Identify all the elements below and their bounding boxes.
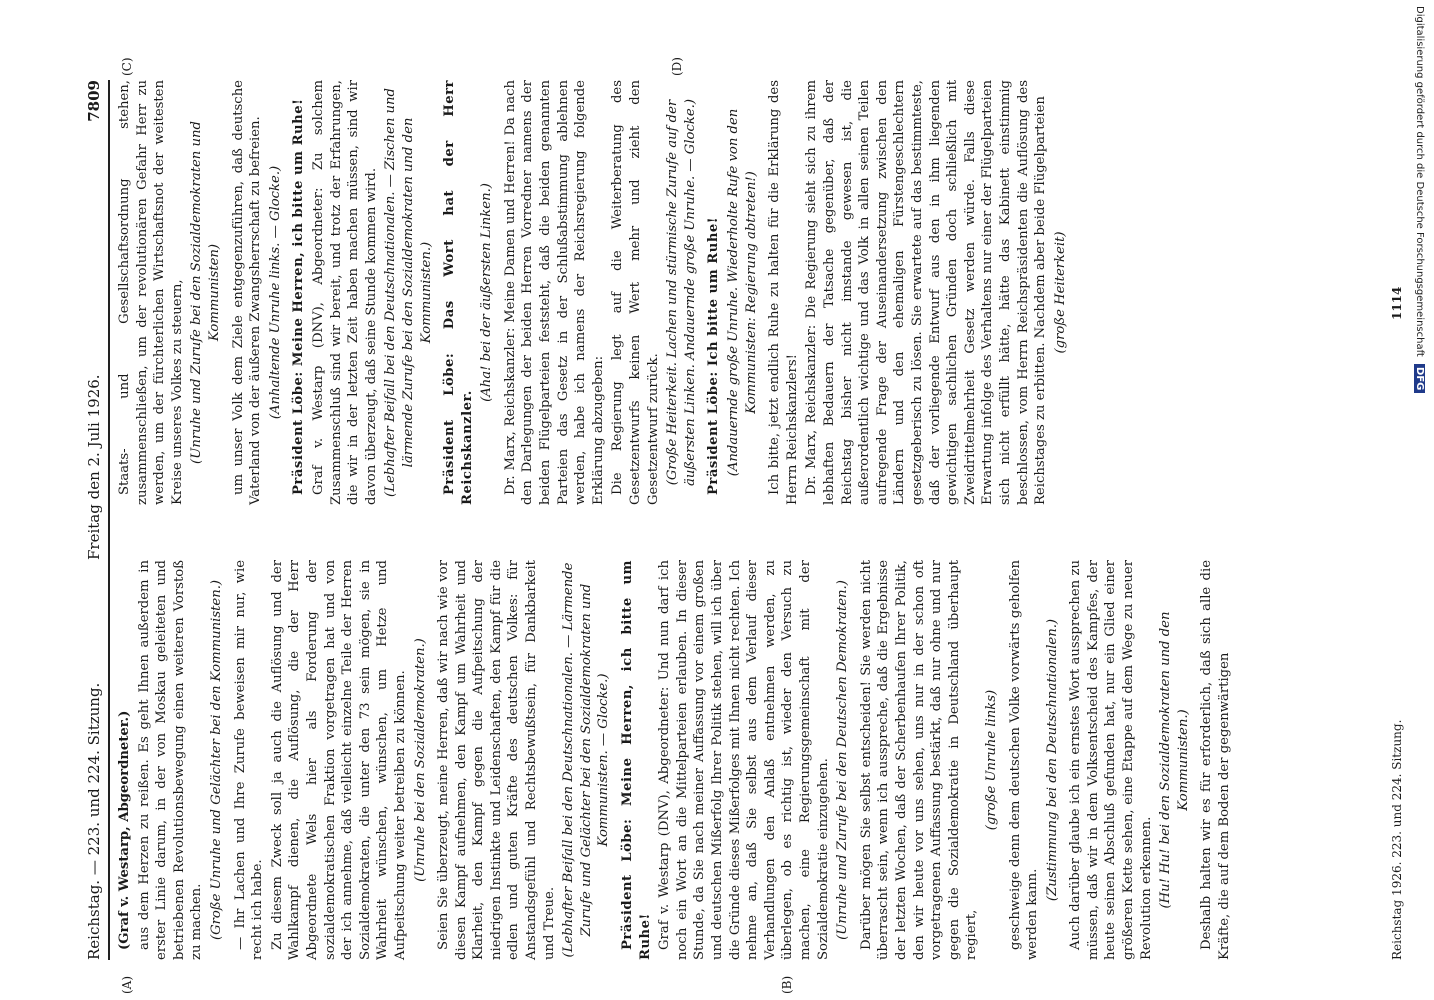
president-remark: Präsident Löbe: Meine Herren, ich bitte um Ruhe! [620,560,653,960]
speech-paragraph: Die Regierung legt auf die Weiterberatung des Gesetzentwurfs keinen Wert mehr und zieht den Gesetzentwurf zurück. [610,80,661,505]
header-rule [108,80,110,960]
speech-paragraph: Graf v. Westarp (DNV), Abgeordneter: Zu solchem Zusammenschluß sind wir bereit, und trotz der Erfahrungen, die wir in der letzten Zeit haben machen müssen, sind wir davon überzeugt, daß seine Stunde kommen wird. [310,80,379,505]
speech-paragraph: Auch darüber glaube ich ein ernstes Wort aussprechen zu müssen, daß wir in dem Volksentscheid des Kampfes, der heute seinen Abschluß gefunden hat, nur ein Glied einer größeren Kette sehen, eine Etappe auf dem Wege zu neuer Revolution erkennen. [1068,560,1154,960]
speech-paragraph: Zu diesem Zweck soll ja auch die Auflösung und der Wahlkampf dienen, die Auflösung, die der Herr Abgeordnete Wels hier als Forderung der sozialdemokratischen Fraktion vorgetragen hat und von der ich annehme, daß vielleicht einzelne Teile der Herren Sozialdemokraten, die unter den 73 sein mögen, sie in Wahrheit wünschen, wünschen, um Hetze und Aufpeitschung weiter betreiben zu können. [269,560,408,960]
president-remark: Präsident Löbe: Das Wort hat der Herr Reichskanzler. [442,80,475,505]
footer-left: Reichstag 1926. 223. und 224. Sitzung. [1390,719,1404,960]
president-remark: Präsident Löbe: Meine Herren, ich bitte um Ruhe! [291,98,307,495]
interjection: (Lebhafter Beifall bei den Deutschnationalen. — Zischen und lärmende Zurufe bei den Sozialdemokraten und den Kommunisten.) [383,88,434,497]
margin-mark-b: (B) [780,975,794,994]
interjection: (Zustimmung bei den Deutschnationalen.) [1044,618,1060,902]
interjection: (Unruhe und Zurufe bei den Deutschen Demokraten.) [835,580,851,940]
interjection: (große Heiterkeit) [1052,231,1068,354]
interjection: (Unruhe bei den Sozialdemokraten.) [412,638,428,882]
left-column [116,560,1236,960]
speech-paragraph: Ich bitte, jetzt endlich Ruhe zu halten für die Erklärung des Herrn Reichskanzlers! [767,80,800,505]
speaker-line: (Graf v. Westarp, Abgeordneter.) [117,710,132,950]
interjection: (Lebhafter Beifall bei den Deutschnationalen. — Lärmende Zurufe und Gelächter bei den Sozialdemokraten und Kommunisten. — Glocke.) [561,562,612,958]
rotated-page-content [80,57,1420,994]
interjection: (Hu! Hu! bei den Sozialdemokraten und den Kommunisten.) [1158,611,1191,909]
margin-mark-a: (A) [120,975,134,994]
margin-mark-d: (D) [670,57,684,76]
president-remark: Präsident Löbe: Ich bitte um Ruhe! [706,216,722,495]
speech-paragraph: Graf v. Westarp (DNV), Abgeordneter: Und nun darf ich noch ein Wort an die Mittelparteien erlauben. In dieser Stunde, da Sie nach meiner Auffassung vor einem großen und deutschen Mißerfolg Ihrer Politik stehen, will ich über die Gründe dieses Mißerfolges mit Ihnen nicht rechten. Ich nehme an, daß Sie selbst aus dem Verlauf dieser Verhandlungen den Anlaß entnehmen werden, zu überlegen, ob es richtig ist, wieder den Versuch zu machen, eine Regierungsgemeinschaft mit der Sozialdemokratie einzugehen. [657,560,831,960]
speech-paragraph: Dr. Marx, Reichskanzler: Die Regierung sieht sich zu ihrem lebhaften Bedauern der Tatsache gegenüber, daß der Reichstag bisher nicht imstande gewesen ist, die außerordentlich wichtige und das Volk in allen seinen Teilen aufregende Frage der Auseinandersetzung zwischen den Ländern und den ehemaligen Fürstengeschlechtern gesetzgeberisch zu lösen. Sie erwartete auf das bestimmteste, daß der vorliegende Entwurf aus den in ihm liegenden gewichtigen sachlichen Gründen doch schließlich mit Zweidrittelmehrheit Gesetz werden würde. Falls diese Erwartung infolge des Verhaltens nur einer der Flügelparteien sich nicht erfüllt hätte, hätte das Kabinett einstimmig beschlossen, vom Herrn Reichspräsidenten die Auflösung des Reichstages zu erbitten. Nachdem aber beide Flügelparteien [804,80,1049,505]
interjection: (Andauernde große Unruhe. Wiederholte Rufe von den Kommunisten: Regierung abtreten!) [726,108,759,477]
speech-paragraph: Dr. Marx, Reichskanzler: Meine Damen und Herren! Da nach den Darlegungen der beiden Herren Vorredner namens der beiden Flügelparteien feststeht, daß die beiden genannten Parteien das Gesetz in der Schlußabstimmung ablehnen werden, habe ich namens der Reichsregierung folgende Erklärung abzugeben: [502,80,606,505]
dfg-logo: DFG [1414,364,1425,393]
interjection: (Anhaltende Unruhe links. — Glocke.) [267,165,283,420]
header-date: Freitag den 2. Juli 1926. [85,374,103,560]
running-header [80,80,108,960]
interjection: (Große Heiterkeit. Lachen und stürmische Zurufe auf der äußersten Linken. Andauernde große Unruhe. — Glocke.) [665,99,698,486]
speech-paragraph: Darüber mögen Sie selbst entscheiden! Sie werden nicht überrascht sein, wenn ich ausspreche, daß die Ergebnisse der letzten Wochen, daß der Scherbenhaufen Ihrer Politik, den wir heute vor uns sehen, uns nur in der schon oft vorgetragenen Auffassung bestärkt, daß nur ohne und nur gegen die Sozialdemokratie in Deutschland überhaupt regiert, [858,560,980,960]
interjection: (große Unruhe links) [983,689,999,831]
speech-paragraph: Seien Sie überzeugt, meine Herren, daß wir nach wie vor diesen Kampf aufnehmen, den Kampf um Wahrheit und Klarheit, den Kampf gegen die Aufpeitschung der niedrigen Instinkte und Leidenschaften, den Kampf für die edlen und guten Kräfte des deutschen Volkes: für Anstandsgefühl und Rechtsbewußtsein, für Dankbarkeit und Treue. [436,560,557,960]
header-left: Reichstag. — 223. und 224. Sitzung. [85,682,103,960]
footer-sheet-number: 1114 [1390,286,1404,320]
speech-paragraph: aus dem Herzen zu reißen. Es geht Ihnen außerdem in erster Linie darum, in der von Moskau geleiteten und betriebenen Revolutionsbewegung einen weiteren Vorstoß zu machen. [136,560,205,960]
interjection: (Unruhe und Zurufe bei den Sozialdemokraten und Kommunisten) [189,121,222,464]
interjection: (Aha! bei der äußersten Linken.) [479,183,495,402]
speech-paragraph: Staats- und Gesellschaftsordnung stehen, zusammenschließen, um der revolutionären Gefahr Herr zu werden, um der fürchterlichen Wirtschaftsnot der weitesten Kreise unseres Volkes zu steuern, [117,80,185,505]
digitization-text: Digitalisierung gefördert durch die Deutsche Forschungsgemeinschaft [1414,6,1425,357]
right-column [116,80,1075,505]
interjection: (Große Unruhe und Gelächter bei den Kommunisten.) [208,579,224,941]
speech-paragraph: um unser Volk dem Ziele entgegenzuführen, daß deutsche Vaterland von der äußeren Zwangsherrschaft zu befreien. [230,80,264,505]
speech-paragraph: geschweige denn dem deutschen Volke vorwärts geholfen werden kann. [1007,560,1041,960]
speech-paragraph: Deshalb halten wir es für erforderlich, daß sich alle die Kräfte, die auf dem Boden der gegenwärtigen [1199,560,1233,960]
page-number: 7809 [85,80,103,122]
margin-mark-c: (C) [120,57,134,76]
digitization-note [1414,6,1425,996]
speech-paragraph: — Ihr Lachen und Ihre Zurufe beweisen mir nur, wie recht ich habe. [232,560,266,960]
